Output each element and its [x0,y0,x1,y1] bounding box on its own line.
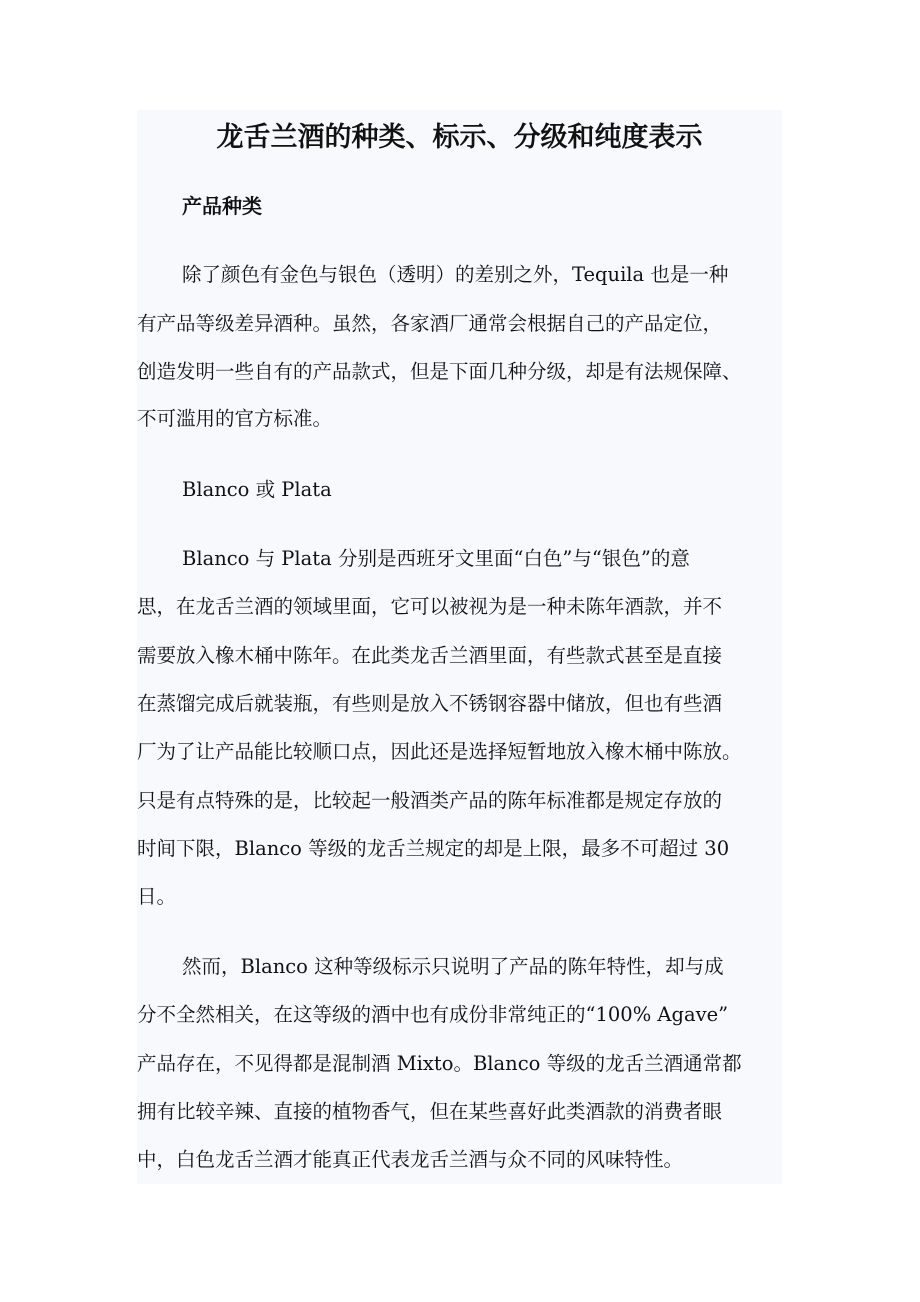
paragraph-3-line-1: 然而，Blanco 这种等级标示只说明了产品的陈年特性，却与成 [182,955,724,978]
paragraph-2-line-3: 需要放入橡木桶中陈年。在此类龙舌兰酒里面，有些款式甚至是直接 [137,644,723,667]
paragraph-2-line-5: 厂为了让产品能比较顺口点，因此还是选择短暂地放入橡木桶中陈放。 [137,740,742,763]
paragraph-2-line-6: 只是有点特殊的是，比较起一般酒类产品的陈年标准都是规定存放的 [137,789,723,812]
document-title: 龙舌兰酒的种类、标示、分级和纯度表示 [216,122,703,153]
paragraph-1-line-1: 除了颜色有金色与银色（透明）的差别之外，Tequila 也是一种 [182,263,729,286]
paragraph-1-line-4: 不可滥用的官方标准。 [137,407,333,430]
paragraph-2-line-2: 思，在龙舌兰酒的领域里面，它可以被视为是一种未陈年酒款，并不 [137,595,723,618]
paragraph-2-line-4: 在蒸馏完成后就装瓶，有些则是放入不锈钢容器中储放，但也有些酒 [137,692,723,715]
subheading-blanco-plata: Blanco 或 Plata [182,478,332,501]
paragraph-3-line-5: 中，白色龙舌兰酒才能真正代表龙舌兰酒与众不同的风味特性。 [137,1148,684,1171]
section-heading: 产品种类 [182,194,262,218]
paragraph-3-line-2: 分不全然相关，在这等级的酒中也有成份非常纯正的“100% Agave” [137,1003,729,1026]
paragraph-1-line-2: 有产品等级差异酒种。虽然，各家酒厂通常会根据自己的产品定位， [137,312,723,335]
paragraph-2-line-8: 日。 [137,885,177,908]
paragraph-3-line-4: 拥有比较辛辣、直接的植物香气，但在某些喜好此类酒款的消费者眼 [137,1100,723,1123]
paragraph-2-line-7: 时间下限，Blanco 等级的龙舌兰规定的却是上限，最多不可超过 30 [137,837,730,860]
paragraph-1-line-3: 创造发明一些自有的产品款式，但是下面几种分级，却是有法规保障、 [137,360,742,383]
paragraph-3-line-3: 产品存在，不见得都是混制酒 Mixto。Blanco 等级的龙舌兰酒通常都 [137,1052,742,1075]
document-page [137,110,782,1184]
paragraph-2-line-1: Blanco 与 Plata 分别是西班牙文里面“白色”与“银色”的意 [182,547,690,570]
